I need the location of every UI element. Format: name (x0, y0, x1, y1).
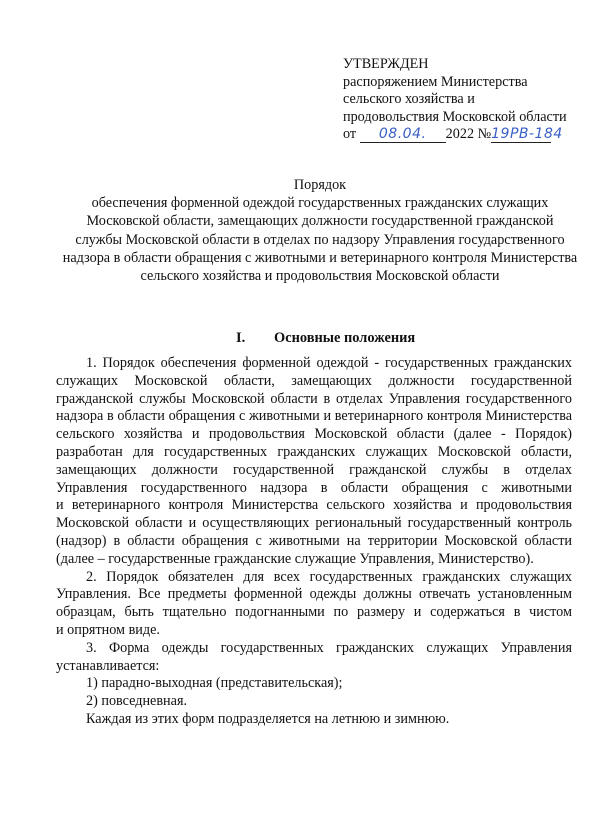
paragraph-line: замещающих должности государственной гражданской службы в отделах (56, 461, 572, 478)
paragraph-line: Управления государственного надзора в области обращения с животными (56, 479, 572, 496)
paragraph-line: служащих Московской области, замещающих должности государственной (56, 372, 572, 389)
approval-line-3: продовольствия Московской области (343, 108, 567, 125)
paragraph-line: образцам, быть тщательно подогнанными по размеру и содержаться в чистом (56, 604, 572, 621)
list-item: 2) повседневная. (86, 693, 188, 710)
approval-date-number-line (343, 126, 583, 144)
document-title (40, 176, 600, 285)
title-line: сельского хозяйства и продовольствия Московской области (140, 268, 500, 285)
number-field (491, 126, 563, 143)
approval-block (343, 56, 583, 144)
title-line: надзора в области обращения с животными и ветеринарного контроля Министерства (62, 249, 578, 266)
paragraph-line: разработан для государственных гражданских служащих Московской области, (56, 443, 572, 460)
approval-line-2: сельского хозяйства и (343, 91, 475, 108)
paragraph-line: и опрятном виде. (56, 621, 160, 638)
title-line: Порядок (293, 177, 347, 193)
handwritten-number: 19РВ-184 (491, 126, 563, 143)
year-number-label: 2022 № (445, 126, 492, 143)
approval-line-1: распоряжением Министерства (343, 73, 528, 90)
handwritten-date: 08.04. (378, 126, 427, 143)
paragraph-line: Каждая из этих форм подразделяется на летнюю и зимнюю. (86, 710, 450, 727)
paragraph-line: 1. Порядок обеспечения форменной одеждой - государственных гражданских (86, 355, 572, 371)
paragraph-line: Управления. Все предметы форменной одежды должны отвечать установленным (56, 586, 572, 603)
paragraph-line: (надзор) в области обращения с животными на территории Московской области (56, 532, 572, 549)
paragraph-line: 3. Форма одежды государственных гражданских служащих Управления (86, 639, 572, 656)
paragraph-line: надзора в области обращения с животными и ветеринарного контроля Министерства (56, 408, 572, 425)
paragraph-line: устанавливается: (56, 657, 160, 674)
paragraph-line: 2. Порядок обязателен для всех государственных гражданских служащих (86, 568, 572, 585)
section-name: Основные положения (274, 330, 416, 346)
title-line: службы Московской области в отделах по надзору Управления государственного (75, 231, 565, 248)
section-number: I. (236, 330, 246, 346)
paragraph-line: (далее – государственные гражданские служащие Управления, Министерство). (56, 550, 534, 567)
approval-title: УТВЕРЖДЕН (343, 56, 429, 72)
title-line: обеспечения форменной одеждой государственных гражданских служащих (91, 195, 549, 212)
paragraph-line: гражданской службы Московской области в отделах Управления государственного (56, 390, 572, 407)
list-item: 1) парадно-выходная (представительская); (86, 675, 343, 692)
from-label: от (343, 126, 357, 143)
document-body (56, 355, 572, 729)
paragraph-line: и ветеринарного контроля Министерства сельского хозяйства и продовольствия (56, 497, 572, 514)
paragraph-line: Московской области и осуществляющих региональный государственный контроль (56, 515, 572, 532)
paragraph-line: сельского хозяйства и продовольствия Московской области (далее - Порядок) (56, 426, 572, 443)
date-field (360, 127, 446, 143)
title-line: Московской области, замещающих должности государственной гражданской (86, 213, 554, 230)
